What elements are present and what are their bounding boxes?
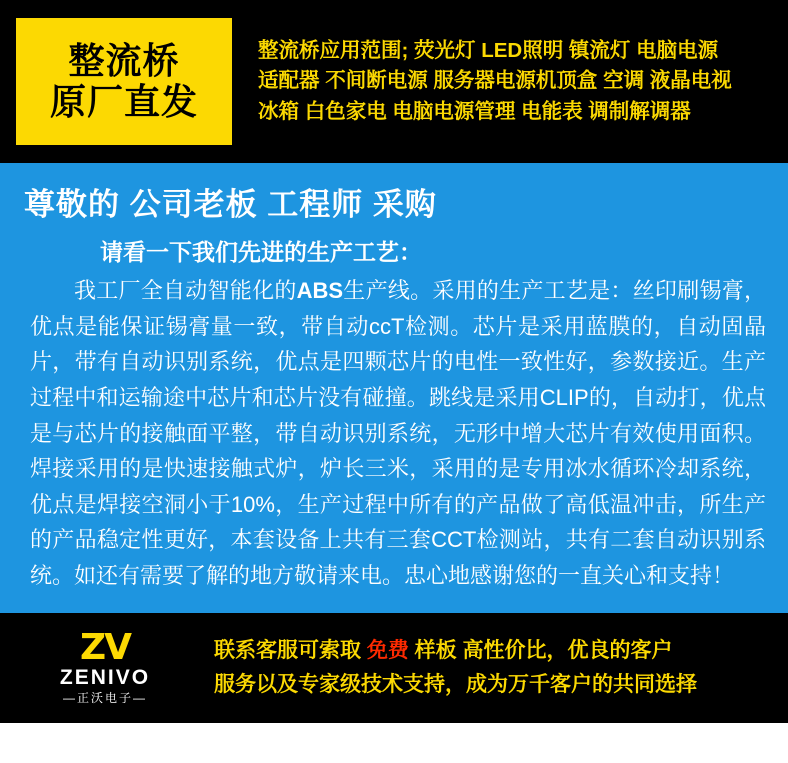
brand-logo [0,613,210,723]
page-title: 尊敬的 公司老板 工程师 采购 [24,187,437,222]
product-badge [16,18,232,145]
badge-line-1: 整流桥 [68,40,180,82]
paragraph-bold-term: ABS [296,278,344,303]
header-application-line-2: 适配器 不间断电源 服务器电源机顶盒 空调 液晶电视 [258,69,732,93]
logo-brand-name-cn: —正沃电子— [62,690,147,705]
body-section [0,163,788,613]
logo-mark-icon: ZV [80,626,130,668]
header-applications [248,0,788,163]
header-application-line-3: 冰箱 白色家电 电脑电源管理 电能表 调制解调器 [258,99,691,123]
header-application-line-1: 整流桥应用范围; 荧光灯 LED照明 镇流灯 电脑电源 [258,39,719,62]
header-section [0,0,788,163]
body-paragraph [30,273,766,594]
footer-line-1 [214,634,788,668]
badge-line-2: 原厂直发 [49,80,198,122]
header-badge-area [0,0,248,163]
footer-line-1-part-2: 样板 高性价比，优良的客户 [408,638,673,662]
paragraph-rest: 生产线。采用的生产工艺是：丝印刷锡膏，优点是能保证锡膏量一致，带自动ccT检测。芯片是采用蓝膜的，自动固晶片，带有自动识别系统，优点是四颗芯片的电性一致性好，参数接近。生产过程中和运输途中芯片和芯片没有碰撞。跳线是采用CLIP的，自动打，优点是与芯片的接触面平整，带自动识别系统，无形中增大芯片有效使用面积。焊接采用的是快速接触式炉，炉长三米，采用的是专用冰水循环冷却系统，优点是焊接空洞小于10%，生产过程中所有的产品做了高低温冲击，所生产的产品稳定性更好，本套设备上共有三套CCT检测站，共有二套自动识别系统。如还有需要了解的地方敬请来电。忠心地感谢您的一直关心和支持！ [30,278,766,588]
footer-line-2: 服务以及专家级技术支持，成为万千客户的共同选择 [214,673,697,696]
footer-line-1-part-1: 联系客服可索取 [214,638,367,662]
bottom-whitespace [0,723,788,763]
footer-section [0,613,788,723]
footer-message [210,613,788,723]
footer-highlight-free: 免费 [366,638,409,662]
paragraph-prefix: 我工厂全自动智能化的 [74,278,297,303]
body-subheading: 请看一下我们先进的生产工艺： [100,239,422,265]
logo-brand-name: ZENIVO [59,665,151,689]
